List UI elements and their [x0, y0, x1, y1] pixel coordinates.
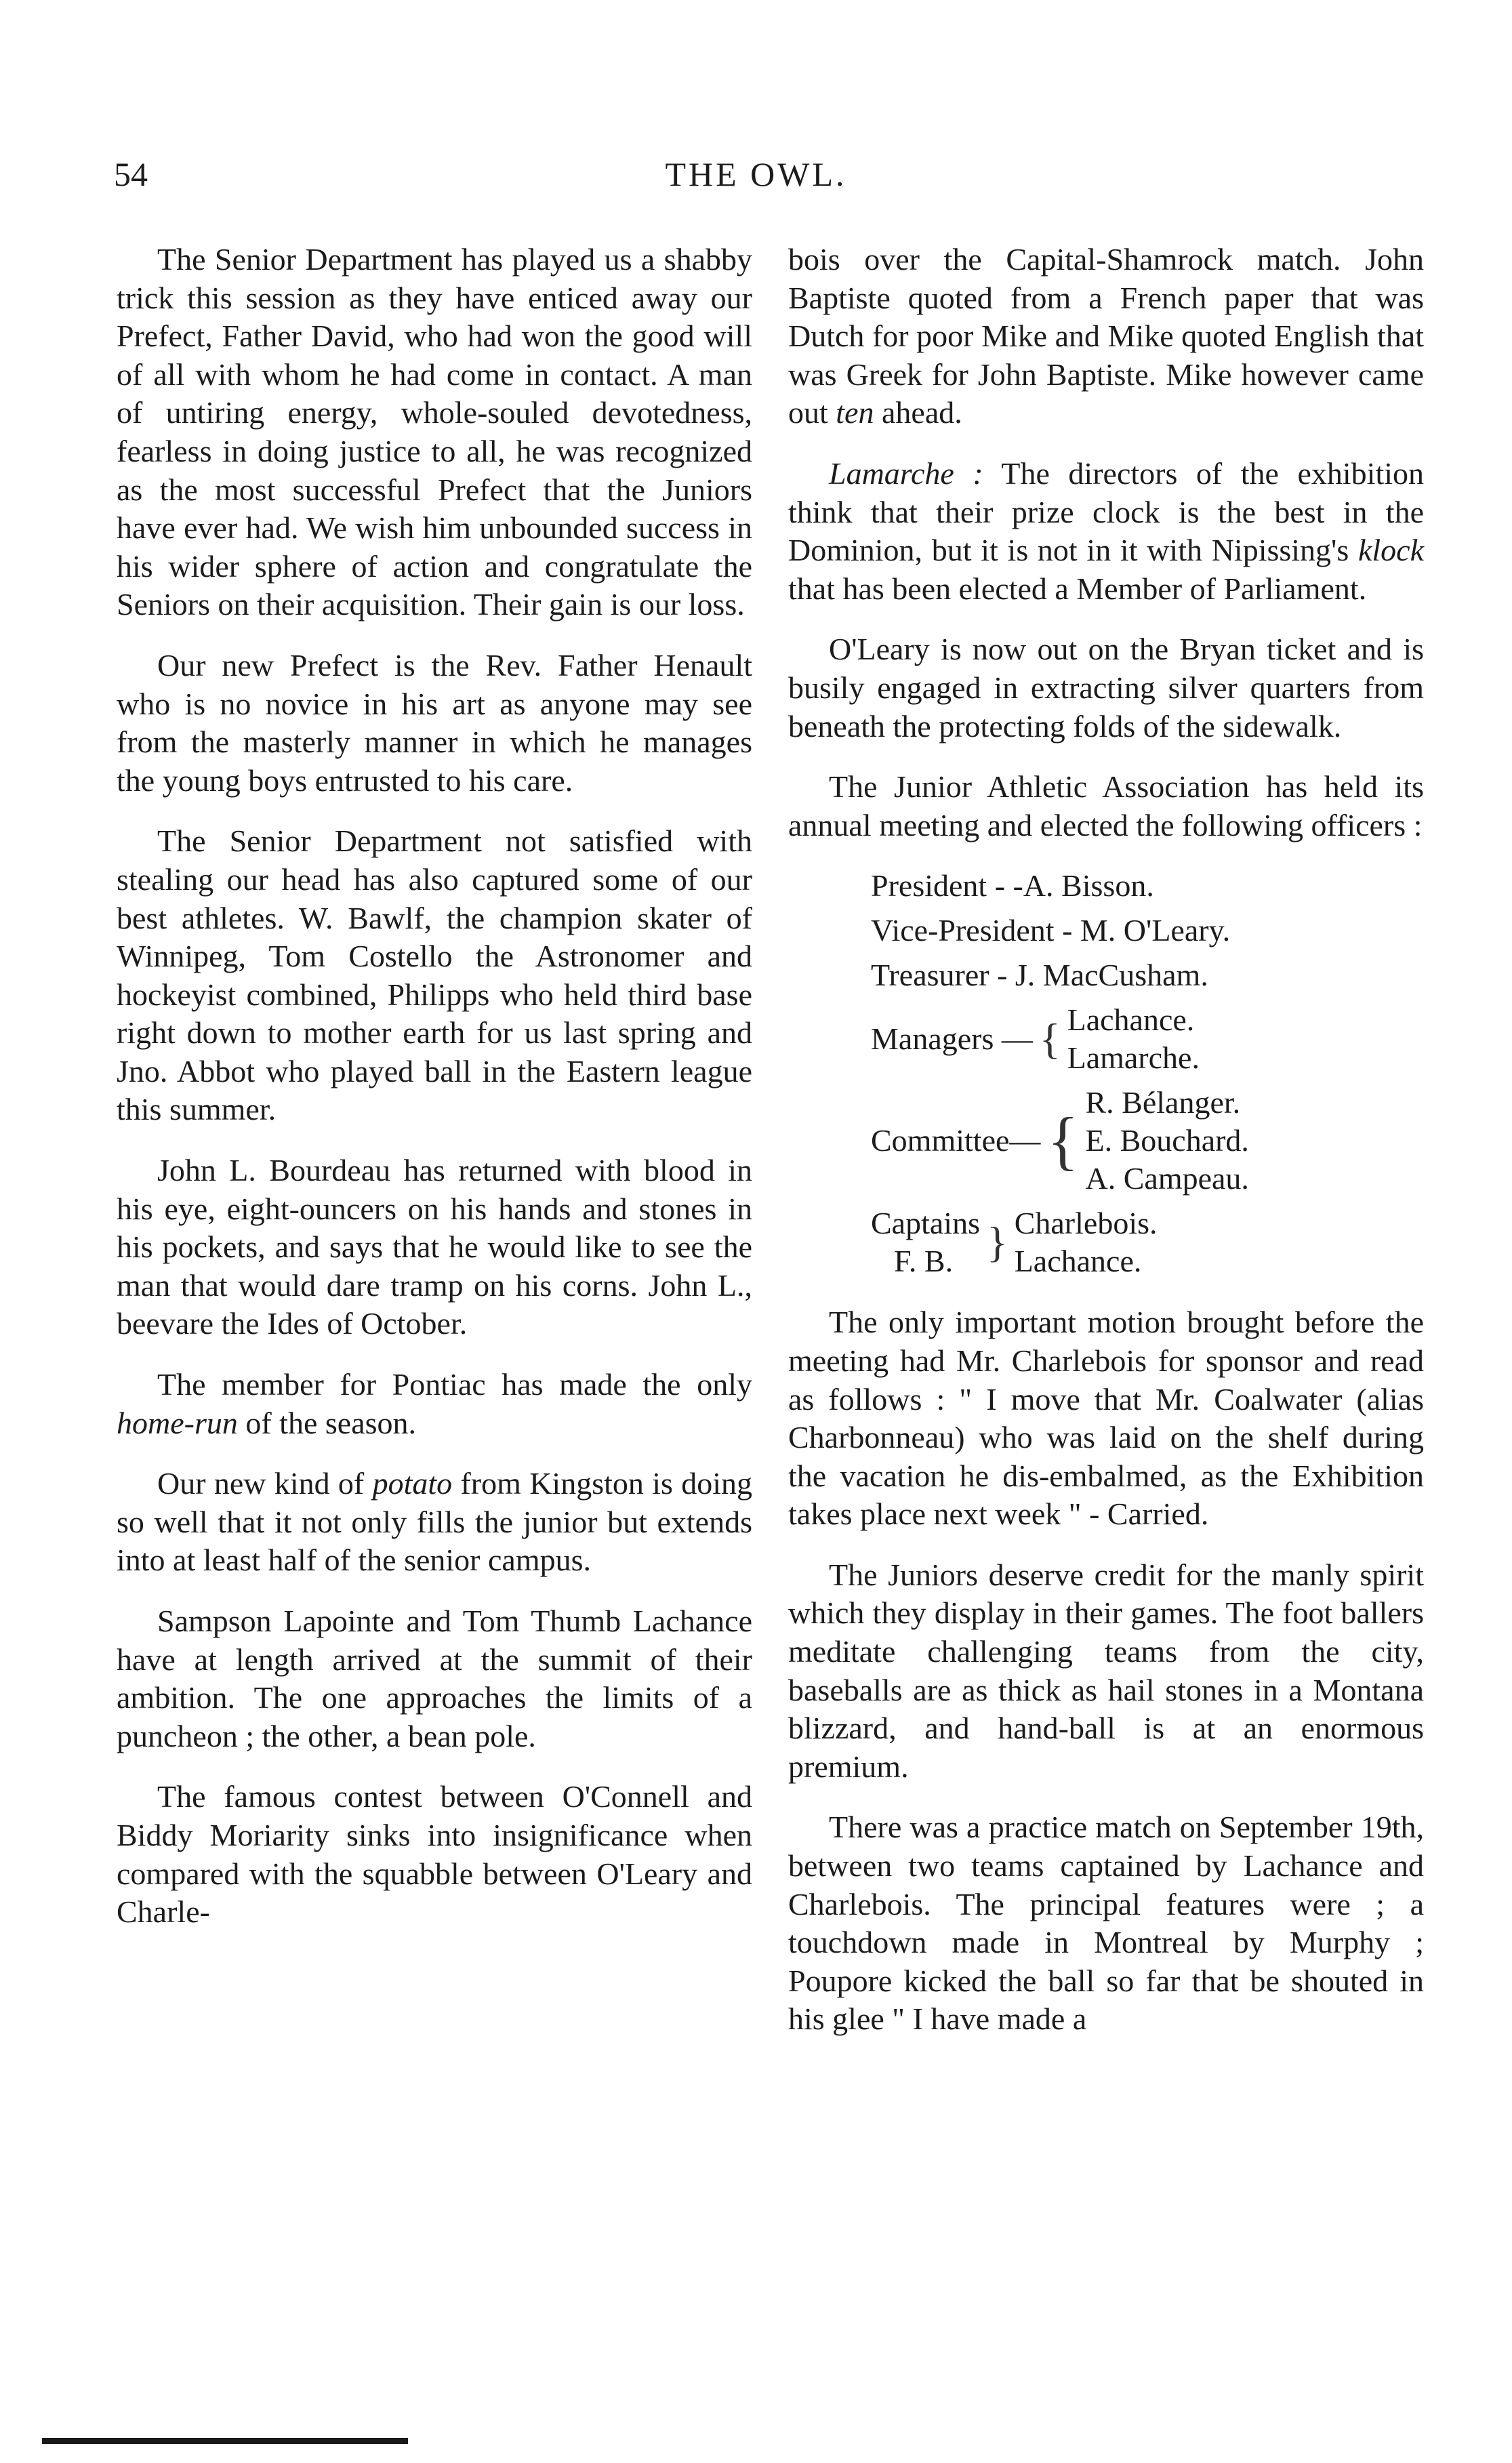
managers-names	[1067, 1001, 1200, 1077]
text-span: bois over the Capital-Shamrock match. John Baptiste quoted from a French paper that was Dutch for poor Mike and Mike quoted English that was Greek for John Baptiste. Mike however came out	[788, 242, 1424, 430]
italic-text: potato	[372, 1466, 453, 1501]
right-column	[788, 241, 1424, 2061]
officer-treasurer: Treasurer - J. MacCusham.	[871, 958, 1208, 993]
text-span: The member for Pontiac has made the only	[157, 1367, 752, 1402]
italic-text: home-run	[117, 1405, 238, 1440]
paragraph-pontiac	[117, 1366, 752, 1442]
italic-text: ten	[836, 395, 874, 430]
paragraph-capital-shamrock	[788, 241, 1424, 432]
managers-group	[788, 1001, 1424, 1077]
captains-sublabel: F. B.	[894, 1244, 954, 1279]
captains-label: Captains	[871, 1206, 980, 1241]
officer-president: President - -A. Bisson.	[871, 868, 1154, 903]
paragraph-athletic-association: The Junior Athletic Association has held its annual meeting and elected the following officers :	[788, 769, 1424, 842]
paragraph-motion: The only important motion brought before the meeting had Mr. Charlebois for sponsor and read as follows : " I move that Mr. Coalwater (alias Charbonneau) who was laid on the shelf during the vacation he dis-embalmed, as the Exhibition takes place next week " - Carried.	[788, 1305, 1424, 1532]
paragraph-lapointe-lachance: Sampson Lapointe and Tom Thumb Lachance have at length arrived at the summit of their ambition. The one approaches the limits of a puncheon ; the other, a bean pole.	[117, 1604, 752, 1753]
captains-labels	[871, 1204, 980, 1280]
text-span: from Kingston is doing so well that it not only fills the junior but extends into at least half of the senior campus.	[117, 1466, 752, 1578]
committee-member: A. Campeau.	[1085, 1161, 1249, 1196]
officer-vice-president: Vice-President - M. O'Leary.	[871, 913, 1231, 948]
brace: {	[1039, 1015, 1061, 1063]
manager-name: Lamarche.	[1067, 1040, 1200, 1076]
captains-group	[788, 1204, 1424, 1280]
committee-group	[788, 1084, 1424, 1198]
managers-label: Managers —	[871, 1021, 1033, 1057]
brace: {	[1047, 1104, 1079, 1177]
officers-list	[788, 867, 1424, 1280]
text-span: The directors of the exhibition think that their prize clock is the best in the Dominion, but it is not in it with Nipissing's	[788, 455, 1425, 568]
paragraph-prefect-departure: The Senior Department has played us a shabby trick this session as they have enticed away our Prefect, Father David, who had won the good will of all with whom he had come in contact. A man of untiring energy, whole-souled devotedness, fearless in doing justice to all, he was recognized as the most successful Prefect that the Juniors have ever had. We wish him unbounded success in his wider sphere of action and congratulate the Seniors on their acquisition. Their gain is our loss.	[117, 242, 752, 622]
paragraph-athletes-captured: The Senior Department not satisfied with stealing our head has also captured some of our best athletes. W. Bawlf, the champion skater of Winnipeg, Tom Costello the Astronomer and hockeyist combined, Philipps who held third base right down to mother earth for us last spring and Jno. Abbot who played ball in the Eastern league this summer.	[117, 823, 752, 1127]
paragraph-juniors-credit: The Juniors deserve credit for the manly spirit which they display in their games. The foot ballers meditate challenging teams from the city, baseballs are as thick as hail stones in a Montana blizzard, and hand-ball is at an enormous premium.	[788, 1557, 1424, 1784]
left-column	[117, 241, 752, 1954]
manager-name: Lachance.	[1067, 1002, 1195, 1038]
paragraph-new-prefect: Our new Prefect is the Rev. Father Henault who is no novice in his art as anyone may see from the masterly manner in which he manages the young boys entrusted to his care.	[117, 647, 752, 798]
paragraph-famous-contest: The famous contest between O'Connell and Biddy Moriarity sinks into insignificance when compared with the squabble between O'Leary and Charle-	[117, 1779, 752, 1930]
brace: }	[986, 1218, 1008, 1267]
paragraph-oleary-bryan: O'Leary is now out on the Bryan ticket and is busily engaged in extracting silver quarters from beneath the protecting folds of the sidewalk.	[788, 632, 1424, 744]
committee-names	[1086, 1084, 1249, 1198]
captain-name: Charlebois.	[1014, 1206, 1158, 1241]
text-span: ahead.	[874, 395, 962, 430]
page-header	[0, 155, 1512, 202]
committee-member: E. Bouchard.	[1085, 1123, 1249, 1158]
running-title: THE OWL.	[665, 155, 847, 193]
italic-text: Lamarche :	[829, 455, 983, 491]
committee-member: R. Bélanger.	[1085, 1085, 1241, 1120]
italic-text: klock	[1357, 533, 1424, 568]
paragraph-potato	[117, 1465, 752, 1580]
paragraph-bourdeau: John L. Bourdeau has returned with blood in his eye, eight-ouncers on his hands and stones in his pockets, and says that he would like to see the man that would dare tramp on his corns. John L., beevare the Ides of October.	[117, 1153, 752, 1341]
text-span: Our new kind of	[157, 1466, 373, 1501]
paragraph-practice-match: There was a practice match on September 19th, between two teams captained by Lachance and Charlebois. The principal features were ; a touchdown made in Montreal by Murphy ; Poupore kicked the ball so far that be shouted in his glee " I have made a	[788, 1810, 1424, 2037]
committee-label: Committee—	[871, 1123, 1041, 1158]
captain-name: Lachance.	[1014, 1244, 1142, 1279]
text-span: of the season.	[237, 1405, 417, 1440]
bottom-rule	[42, 2438, 408, 2444]
paragraph-lamarche	[788, 455, 1424, 608]
text-span: that has been elected a Member of Parliament.	[788, 571, 1367, 606]
page-number: 54	[114, 155, 148, 193]
captains-names	[1015, 1204, 1158, 1280]
